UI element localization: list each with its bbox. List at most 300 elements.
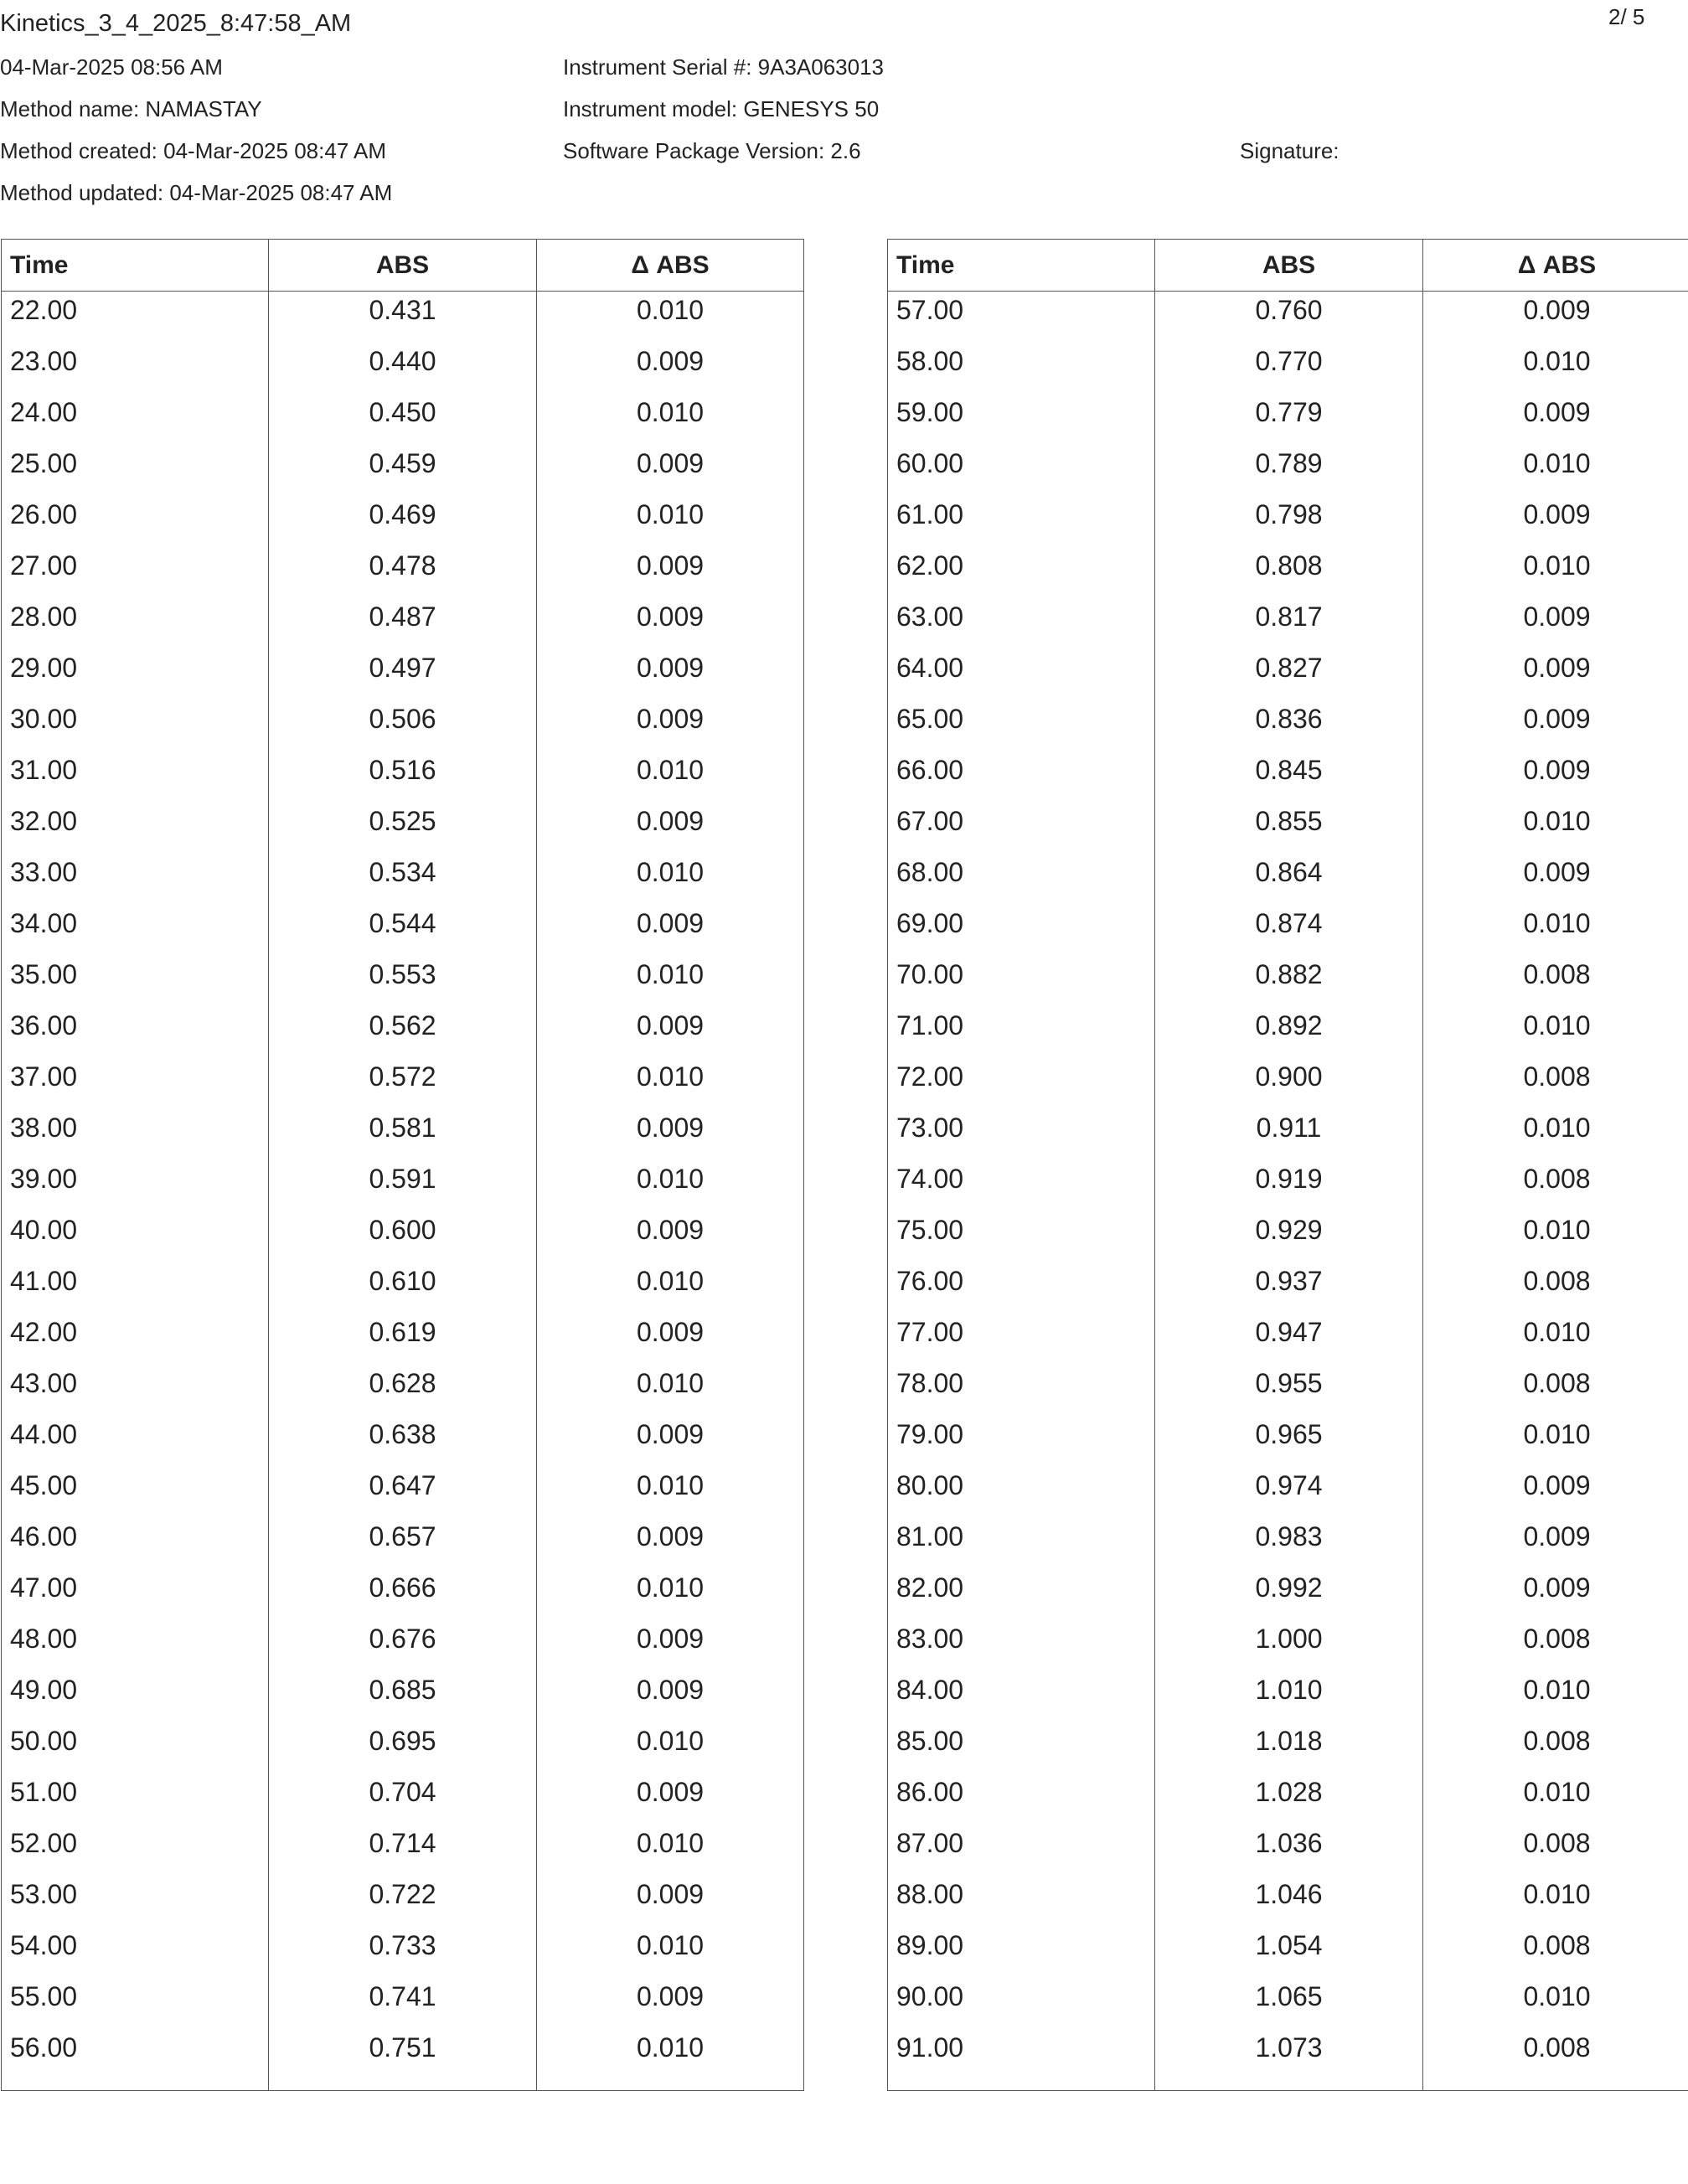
delta-abs-cell: 0.010 [537,292,804,343]
table-row [2,292,804,343]
abs-cell: 0.506 [269,700,537,751]
delta-abs-cell: 0.009 [537,649,804,700]
time-cell: 38.00 [2,1109,269,1160]
abs-cell: 0.497 [269,649,537,700]
abs-cell: 0.882 [1155,956,1423,1007]
table-row [888,343,1688,394]
table-row [2,854,804,905]
time-cell: 76.00 [888,1262,1155,1314]
abs-cell: 0.647 [269,1467,537,1518]
delta-abs-cell: 0.009 [537,1671,804,1722]
table-row [888,1671,1688,1722]
table-row [2,1620,804,1671]
time-cell: 43.00 [2,1365,269,1416]
abs-cell: 0.516 [269,751,537,803]
delta-abs-cell: 0.008 [1423,1160,1688,1211]
abs-cell: 0.572 [269,1058,537,1109]
time-cell: 48.00 [2,1620,269,1671]
abs-cell: 0.779 [1155,394,1423,445]
method-updated: Method updated: 04-Mar-2025 08:47 AM [0,180,393,205]
abs-cell: 0.947 [1155,1314,1423,1365]
delta-abs-cell: 0.009 [1423,649,1688,700]
time-cell: 55.00 [2,1978,269,2029]
time-cell: 24.00 [2,394,269,445]
abs-cell: 0.892 [1155,1007,1423,1058]
delta-abs-cell: 0.009 [537,1774,804,1825]
table-row [2,547,804,598]
abs-cell: 0.478 [269,547,537,598]
table-row [888,445,1688,496]
time-cell: 44.00 [2,1416,269,1467]
abs-cell: 0.600 [269,1211,537,1262]
delta-abs-cell: 0.010 [1423,1109,1688,1160]
table-row [2,803,804,854]
delta-abs-cell: 0.009 [537,1978,804,2029]
delta-abs-cell: 0.010 [537,1825,804,1876]
delta-abs-cell: 0.010 [1423,1211,1688,1262]
delta-abs-cell: 0.009 [537,343,804,394]
time-cell: 47.00 [2,1569,269,1620]
time-cell: 87.00 [888,1825,1155,1876]
time-cell: 49.00 [2,1671,269,1722]
table-row [2,1774,804,1825]
delta-abs-cell: 0.010 [1423,547,1688,598]
abs-cell: 0.845 [1155,751,1423,803]
table-row [888,1620,1688,1671]
table-row [888,1978,1688,2029]
abs-cell: 1.065 [1155,1978,1423,2029]
abs-cell: 0.751 [269,2029,537,2091]
delta-abs-cell: 0.009 [537,1416,804,1467]
time-cell: 53.00 [2,1876,269,1927]
abs-cell: 0.836 [1155,700,1423,751]
time-cell: 68.00 [888,854,1155,905]
abs-cell: 0.676 [269,1620,537,1671]
time-cell: 90.00 [888,1978,1155,2029]
delta-abs-cell: 0.010 [537,1569,804,1620]
delta-abs-cell: 0.010 [537,1160,804,1211]
delta-abs-cell: 0.009 [537,547,804,598]
abs-cell: 0.714 [269,1825,537,1876]
time-cell: 83.00 [888,1620,1155,1671]
abs-cell: 0.827 [1155,649,1423,700]
column-header-time: Time [888,240,1155,292]
abs-cell: 0.798 [1155,496,1423,547]
abs-cell: 0.808 [1155,547,1423,598]
delta-abs-cell: 0.010 [1423,445,1688,496]
time-cell: 73.00 [888,1109,1155,1160]
table-row [2,1569,804,1620]
abs-cell: 0.919 [1155,1160,1423,1211]
abs-cell: 0.722 [269,1876,537,1927]
abs-cell: 1.010 [1155,1671,1423,1722]
page-number: 2/ 5 [1608,4,1645,29]
abs-cell: 0.855 [1155,803,1423,854]
abs-cell: 1.036 [1155,1825,1423,1876]
time-cell: 86.00 [888,1774,1155,1825]
delta-abs-cell: 0.009 [537,1211,804,1262]
table-row [888,496,1688,547]
delta-abs-cell: 0.010 [537,1262,804,1314]
table-row [888,1467,1688,1518]
time-cell: 59.00 [888,394,1155,445]
time-cell: 88.00 [888,1876,1155,1927]
time-cell: 30.00 [2,700,269,751]
table-row [888,700,1688,751]
delta-abs-cell: 0.010 [1423,1416,1688,1467]
table-row [2,1314,804,1365]
abs-cell: 0.955 [1155,1365,1423,1416]
abs-cell: 0.911 [1155,1109,1423,1160]
abs-cell: 0.562 [269,1007,537,1058]
delta-abs-cell: 0.010 [1423,1774,1688,1825]
delta-abs-cell: 0.008 [1423,1927,1688,1978]
abs-cell: 0.440 [269,343,537,394]
delta-abs-cell: 0.009 [537,905,804,956]
instrument-serial: Instrument Serial #: 9A3A063013 [563,54,885,80]
abs-cell: 0.992 [1155,1569,1423,1620]
table-header-row [2,240,804,292]
abs-cell: 0.553 [269,956,537,1007]
table-row [888,1569,1688,1620]
delta-abs-cell: 0.010 [537,1467,804,1518]
time-cell: 82.00 [888,1569,1155,1620]
delta-abs-cell: 0.010 [537,1058,804,1109]
abs-cell: 0.695 [269,1722,537,1774]
time-cell: 29.00 [2,649,269,700]
time-cell: 22.00 [2,292,269,343]
time-cell: 23.00 [2,343,269,394]
delta-abs-cell: 0.010 [537,496,804,547]
abs-cell: 0.666 [269,1569,537,1620]
table-row [2,394,804,445]
table-row [888,1927,1688,1978]
table-row [2,1416,804,1467]
time-cell: 79.00 [888,1416,1155,1467]
table-row [888,956,1688,1007]
delta-abs-cell: 0.010 [537,1365,804,1416]
delta-abs-cell: 0.009 [537,1314,804,1365]
delta-abs-cell: 0.010 [537,956,804,1007]
time-cell: 80.00 [888,1467,1155,1518]
table-row [888,547,1688,598]
table-header-row [888,240,1688,292]
delta-abs-cell: 0.010 [1423,803,1688,854]
table-row [888,1416,1688,1467]
time-cell: 26.00 [2,496,269,547]
column-header-abs: ABS [1155,240,1423,292]
table-row [2,751,804,803]
time-cell: 74.00 [888,1160,1155,1211]
table-row [2,1058,804,1109]
column-header-delta-abs: Δ ABS [537,240,804,292]
abs-cell: 0.733 [269,1927,537,1978]
abs-cell: 1.046 [1155,1876,1423,1927]
abs-cell: 0.929 [1155,1211,1423,1262]
time-cell: 61.00 [888,496,1155,547]
time-cell: 91.00 [888,2029,1155,2091]
delta-abs-cell: 0.009 [1423,1467,1688,1518]
delta-abs-cell: 0.009 [537,700,804,751]
time-cell: 67.00 [888,803,1155,854]
table-row [888,1160,1688,1211]
table-row [888,649,1688,700]
table-row [888,2029,1688,2091]
delta-abs-cell: 0.008 [1423,1262,1688,1314]
table-row [2,2029,804,2091]
time-cell: 35.00 [2,956,269,1007]
table-row [888,1876,1688,1927]
delta-abs-cell: 0.008 [1423,1058,1688,1109]
delta-abs-cell: 0.010 [537,1722,804,1774]
table-row [2,1467,804,1518]
abs-cell: 0.628 [269,1365,537,1416]
abs-cell: 0.525 [269,803,537,854]
time-cell: 70.00 [888,956,1155,1007]
table-row [2,445,804,496]
abs-cell: 0.544 [269,905,537,956]
time-cell: 69.00 [888,905,1155,956]
abs-cell: 0.704 [269,1774,537,1825]
kinetics-table-left [1,239,804,2091]
column-header-time: Time [2,240,269,292]
time-cell: 60.00 [888,445,1155,496]
table-row [888,598,1688,649]
delta-abs-cell: 0.009 [537,803,804,854]
table-row [2,1722,804,1774]
table-row [2,1365,804,1416]
delta-abs-cell: 0.008 [1423,1825,1688,1876]
delta-abs-cell: 0.009 [1423,292,1688,343]
time-cell: 89.00 [888,1927,1155,1978]
delta-abs-cell: 0.010 [537,394,804,445]
abs-cell: 0.619 [269,1314,537,1365]
column-header-abs: ABS [269,240,537,292]
time-cell: 39.00 [2,1160,269,1211]
software-version: Software Package Version: 2.6 [563,138,861,163]
table-row [2,1825,804,1876]
delta-abs-cell: 0.008 [1423,1722,1688,1774]
abs-cell: 0.487 [269,598,537,649]
method-created: Method created: 04-Mar-2025 08:47 AM [0,138,387,163]
abs-cell: 0.638 [269,1416,537,1467]
delta-abs-cell: 0.009 [537,445,804,496]
time-cell: 36.00 [2,1007,269,1058]
time-cell: 62.00 [888,547,1155,598]
delta-abs-cell: 0.008 [1423,2029,1688,2091]
abs-cell: 0.965 [1155,1416,1423,1467]
table-row [888,1722,1688,1774]
table-row [2,1160,804,1211]
time-cell: 81.00 [888,1518,1155,1569]
delta-abs-cell: 0.009 [537,1620,804,1671]
time-cell: 37.00 [2,1058,269,1109]
delta-abs-cell: 0.010 [1423,1876,1688,1927]
signature-label: Signature: [1240,138,1340,163]
time-cell: 75.00 [888,1211,1155,1262]
abs-cell: 0.900 [1155,1058,1423,1109]
abs-cell: 0.817 [1155,598,1423,649]
delta-abs-cell: 0.010 [537,2029,804,2091]
time-cell: 28.00 [2,598,269,649]
time-cell: 40.00 [2,1211,269,1262]
table-row [2,1007,804,1058]
delta-abs-cell: 0.010 [537,1927,804,1978]
table-row [2,1876,804,1927]
table-row [888,394,1688,445]
abs-cell: 1.000 [1155,1620,1423,1671]
table-row [888,751,1688,803]
table-row [2,496,804,547]
delta-abs-cell: 0.010 [1423,905,1688,956]
report-date: 04-Mar-2025 08:56 AM [0,54,223,80]
abs-cell: 1.073 [1155,2029,1423,2091]
abs-cell: 0.983 [1155,1518,1423,1569]
table-row [2,1211,804,1262]
delta-abs-cell: 0.009 [1423,598,1688,649]
delta-abs-cell: 0.009 [1423,1569,1688,1620]
delta-abs-cell: 0.009 [1423,700,1688,751]
instrument-model: Instrument model: GENESYS 50 [563,96,880,121]
delta-abs-cell: 0.009 [1423,751,1688,803]
table-row [2,1262,804,1314]
time-cell: 31.00 [2,751,269,803]
abs-cell: 0.534 [269,854,537,905]
delta-abs-cell: 0.008 [1423,956,1688,1007]
delta-abs-cell: 0.010 [1423,1978,1688,2029]
time-cell: 63.00 [888,598,1155,649]
time-cell: 58.00 [888,343,1155,394]
table-row [888,292,1688,343]
table-row [2,598,804,649]
report-title: Kinetics_3_4_2025_8:47:58_AM [0,10,352,37]
abs-cell: 0.685 [269,1671,537,1722]
abs-cell: 0.789 [1155,445,1423,496]
abs-cell: 0.874 [1155,905,1423,956]
column-header-delta-abs: Δ ABS [1423,240,1688,292]
abs-cell: 0.469 [269,496,537,547]
table-row [888,905,1688,956]
time-cell: 77.00 [888,1314,1155,1365]
table-row [2,649,804,700]
table-row [2,1927,804,1978]
table-row [2,905,804,956]
time-cell: 33.00 [2,854,269,905]
delta-abs-cell: 0.009 [1423,496,1688,547]
table-row [888,1314,1688,1365]
table-row [888,1007,1688,1058]
abs-cell: 1.054 [1155,1927,1423,1978]
abs-cell: 0.937 [1155,1262,1423,1314]
time-cell: 46.00 [2,1518,269,1569]
delta-abs-cell: 0.009 [537,1007,804,1058]
delta-abs-cell: 0.010 [537,751,804,803]
time-cell: 42.00 [2,1314,269,1365]
table-row [888,1058,1688,1109]
table-row [888,1825,1688,1876]
abs-cell: 0.864 [1155,854,1423,905]
method-name: Method name: NAMASTAY [0,96,262,121]
kinetics-table-right [887,239,1688,2091]
abs-cell: 0.581 [269,1109,537,1160]
table-row [2,343,804,394]
delta-abs-cell: 0.010 [1423,1671,1688,1722]
delta-abs-cell: 0.010 [537,854,804,905]
table-row [888,1774,1688,1825]
time-cell: 34.00 [2,905,269,956]
time-cell: 32.00 [2,803,269,854]
table-row [888,854,1688,905]
delta-abs-cell: 0.009 [537,598,804,649]
delta-abs-cell: 0.010 [1423,1314,1688,1365]
table-row [2,956,804,1007]
time-cell: 72.00 [888,1058,1155,1109]
time-cell: 52.00 [2,1825,269,1876]
delta-abs-cell: 0.010 [1423,1007,1688,1058]
time-cell: 50.00 [2,1722,269,1774]
time-cell: 71.00 [888,1007,1155,1058]
time-cell: 41.00 [2,1262,269,1314]
delta-abs-cell: 0.008 [1423,1620,1688,1671]
table-row [2,1518,804,1569]
abs-cell: 0.610 [269,1262,537,1314]
delta-abs-cell: 0.008 [1423,1365,1688,1416]
abs-cell: 0.657 [269,1518,537,1569]
time-cell: 78.00 [888,1365,1155,1416]
time-cell: 64.00 [888,649,1155,700]
table-row [2,1978,804,2029]
delta-abs-cell: 0.009 [1423,1518,1688,1569]
abs-cell: 0.591 [269,1160,537,1211]
delta-abs-cell: 0.009 [537,1109,804,1160]
table-row [2,1109,804,1160]
delta-abs-cell: 0.009 [1423,394,1688,445]
abs-cell: 0.741 [269,1978,537,2029]
time-cell: 45.00 [2,1467,269,1518]
abs-cell: 1.018 [1155,1722,1423,1774]
abs-cell: 0.760 [1155,292,1423,343]
abs-cell: 0.770 [1155,343,1423,394]
delta-abs-cell: 0.009 [1423,854,1688,905]
abs-cell: 1.028 [1155,1774,1423,1825]
abs-cell: 0.459 [269,445,537,496]
time-cell: 51.00 [2,1774,269,1825]
time-cell: 57.00 [888,292,1155,343]
table-row [888,1518,1688,1569]
table-row [888,1211,1688,1262]
delta-abs-cell: 0.010 [1423,343,1688,394]
table-row [888,1365,1688,1416]
abs-cell: 0.431 [269,292,537,343]
time-cell: 56.00 [2,2029,269,2091]
time-cell: 27.00 [2,547,269,598]
abs-cell: 0.450 [269,394,537,445]
abs-cell: 0.974 [1155,1467,1423,1518]
time-cell: 66.00 [888,751,1155,803]
table-row [888,1109,1688,1160]
table-row [888,803,1688,854]
delta-abs-cell: 0.009 [537,1876,804,1927]
time-cell: 85.00 [888,1722,1155,1774]
table-row [2,1671,804,1722]
time-cell: 25.00 [2,445,269,496]
table-row [888,1262,1688,1314]
delta-abs-cell: 0.009 [537,1518,804,1569]
table-row [2,700,804,751]
time-cell: 84.00 [888,1671,1155,1722]
time-cell: 65.00 [888,700,1155,751]
time-cell: 54.00 [2,1927,269,1978]
